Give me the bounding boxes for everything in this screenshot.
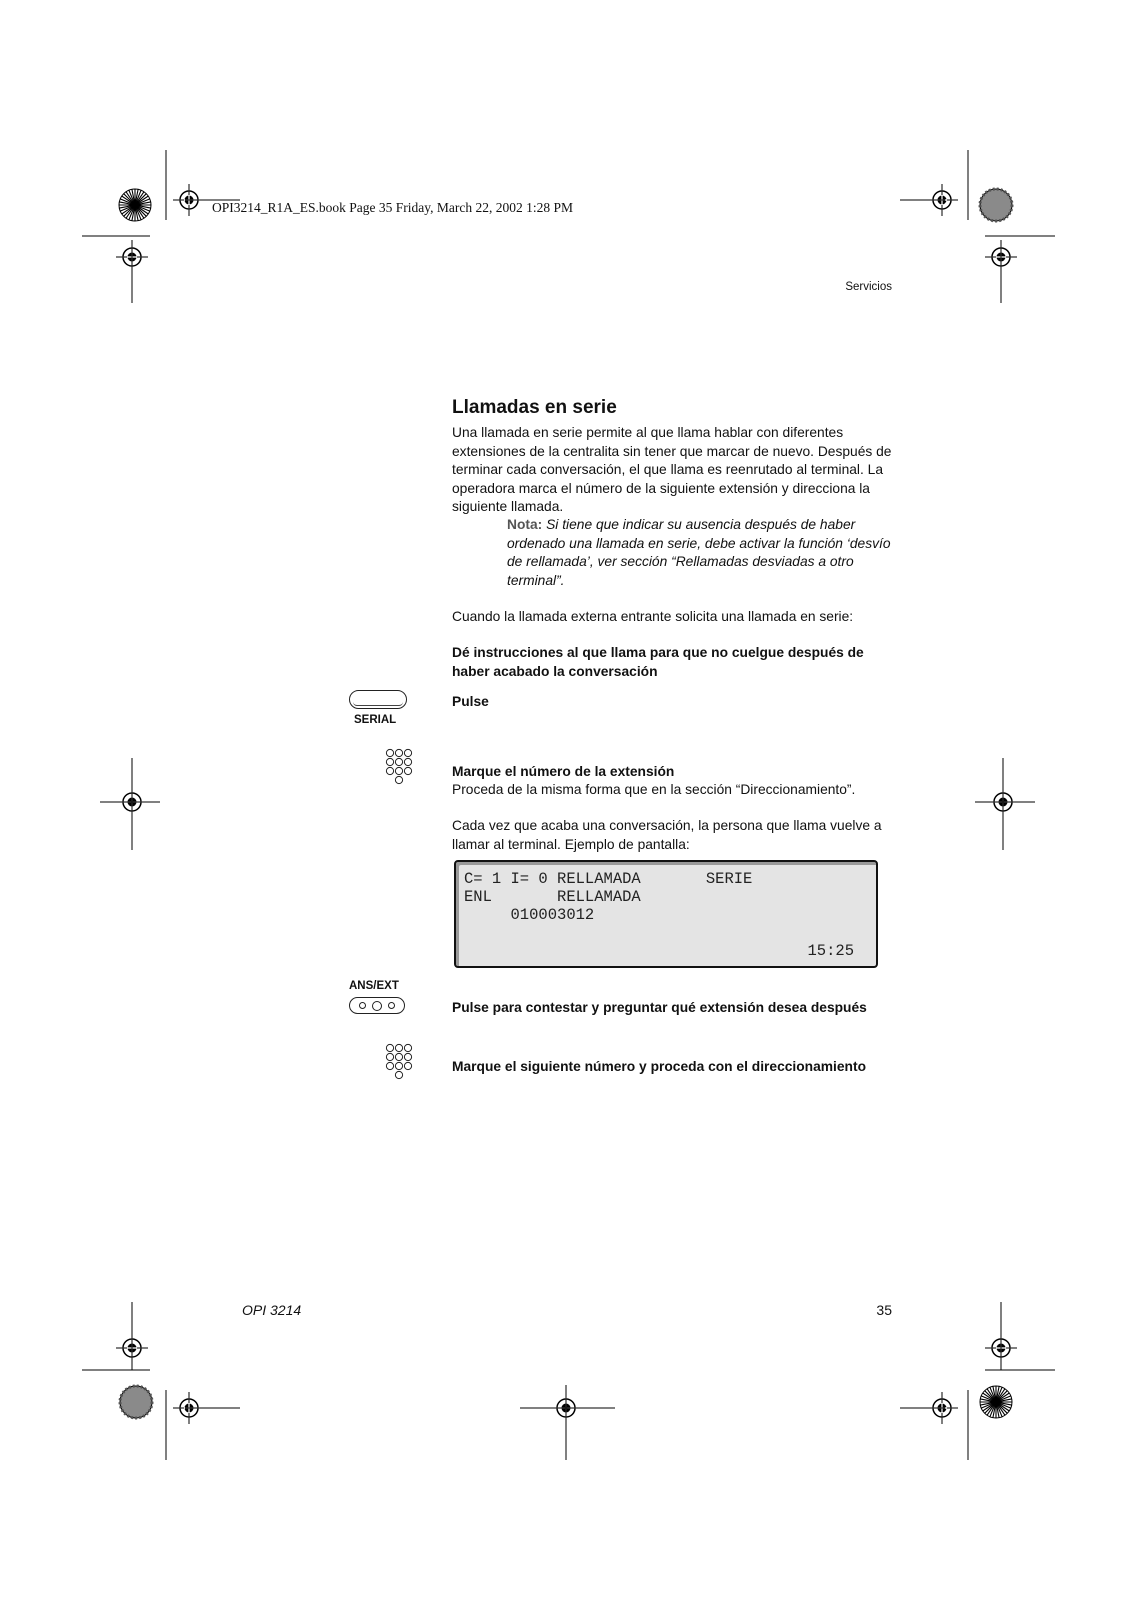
instruction-no-hangup: Dé instrucciones al que llama para que no cuelgue después de haber acabado la conversación	[452, 645, 864, 679]
section-label: Servicios	[845, 281, 892, 293]
keypad-icon	[385, 748, 415, 788]
note-label: Nota:	[507, 517, 543, 532]
display-time: 15:25	[807, 942, 854, 960]
keypad-icon	[385, 1043, 415, 1083]
lcd-display	[454, 860, 878, 968]
serial-key-icon	[349, 690, 407, 709]
step-proceed: Proceda de la misma forma que en la sección “Direccionamiento”.	[452, 782, 856, 797]
print-header: OPI3214_R1A_ES.book Page 35 Friday, March 22, 2002 1:28 PM	[212, 200, 573, 215]
step-pulse: Pulse	[452, 694, 489, 709]
external-call-text: Cuando la llamada externa entrante solicita una llamada en serie:	[452, 609, 854, 624]
intro-paragraph: Una llamada en serie permite al que llama hablar con diferentes extensiones de la centralita sin tener que marcar de nuevo. Después de terminar cada conversación, el que llama es reenrutado al terminal. La operadora marca el número de la siguiente extensión y direcciona la siguiente llamada.	[452, 425, 892, 514]
display-line-3: 010003012	[464, 906, 595, 924]
step-each-time: Cada vez que acaba una conversación, la persona que llama vuelve a llamar al terminal. Ejemplo de pantalla:	[452, 818, 882, 852]
page-title: Llamadas en serie	[452, 397, 617, 418]
step-answer: Pulse para contestar y preguntar qué extensión desea después	[452, 1000, 867, 1015]
display-line-1: C= 1 I= 0 RELLAMADA SERIE	[464, 870, 753, 888]
note-text: Si tiene que indicar su ausencia después de haber ordenado una llamada en serie, debe activar la función ‘desvío de rellamada’, ver sección “Rellamadas desviadas a otro terminal”.	[507, 517, 891, 588]
ans-ext-key-label: ANS/EXT	[349, 980, 399, 992]
display-line-2: ENL RELLAMADA	[464, 888, 641, 906]
serial-key-label: SERIAL	[354, 714, 397, 726]
ans-ext-key-icon	[349, 997, 405, 1014]
step-dial-next: Marque el siguiente número y proceda con el direccionamiento	[452, 1059, 867, 1074]
step-dial-extension: Marque el número de la extensión	[452, 764, 675, 779]
footer-model: OPI 3214	[242, 1302, 302, 1318]
note-block	[507, 516, 892, 590]
page-number: 35	[876, 1302, 892, 1318]
